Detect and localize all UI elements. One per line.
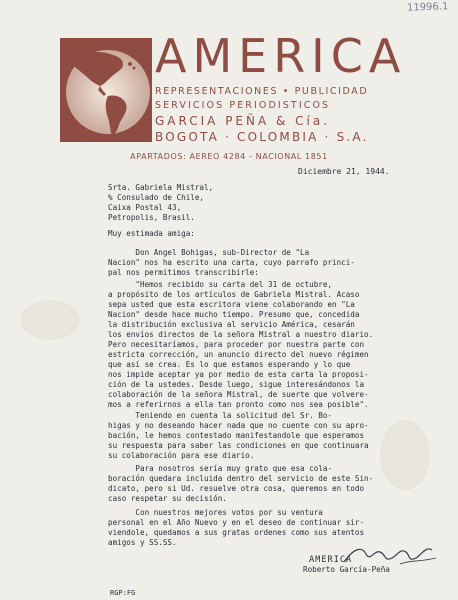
- text-line: boración quedara incluida dentro del servicio de este Sin-: [108, 474, 374, 483]
- text-line: los envíos directos de la señora Mistral a nuestro diario.: [108, 330, 374, 339]
- recipient-line: Srta. Gabriela Mistral,: [108, 183, 214, 192]
- text-line: colaboración de la señora Mistral, de suerte que volvere-: [108, 390, 369, 399]
- americas-map-logo: [60, 38, 152, 142]
- signatory-name: Roberto García-Peña: [303, 565, 390, 574]
- text-line: pal nos permitimos transcribirle:: [108, 268, 259, 277]
- salutation: Muy estimada amiga:: [108, 229, 195, 238]
- text-line: sepa usted que esta escritora viene colaborando en "La: [108, 300, 355, 309]
- text-line: a propósito de los artículos de Gabriela Mistral. Acaso: [108, 290, 360, 299]
- company-name: AMERICA: [155, 29, 407, 83]
- text-line: la distribución exclusiva al servicio América, cesarán: [108, 320, 355, 329]
- text-line: personal en el Año Nuevo y en el deseo de continuar sir-: [108, 518, 365, 527]
- text-line: "Hemos recibido su carta del 31 de octubre,: [108, 280, 333, 289]
- recipient-address: [108, 183, 213, 223]
- closing-company: AMERICA: [309, 555, 353, 565]
- reference-initials: RGP:FG: [110, 589, 136, 597]
- paragraph-proposal: [108, 464, 373, 504]
- text-line: Con nuestros mejores votos por su ventura: [108, 508, 323, 517]
- text-line: bación, le hemos contestado manifestandole que esperamos: [108, 431, 365, 440]
- text-line: ción de la ustedes. Desde luego, sigue interesándonos la: [108, 380, 365, 389]
- recipient-line: Caixa Postal 43,: [108, 203, 182, 212]
- text-line: Nacion" nos ha escrito una carta, cuyo parrafo princi-: [108, 258, 355, 267]
- text-line: mos a referirnos a ella tan pronto como nos sea posible".: [108, 400, 369, 409]
- quoted-paragraph: [108, 280, 373, 410]
- paper-stain: [380, 420, 430, 490]
- text-line: nos impide aceptar ya por medio de esta carta la proposi-: [108, 370, 369, 379]
- text-line: amigos y SS.SS.: [108, 538, 177, 547]
- text-line: higas y no deseando hacer nada que no cuente con su apro-: [108, 421, 369, 430]
- text-line: que así se crea. Es lo que estamos esperando y lo que: [108, 360, 351, 369]
- text-line: dicato, pero si Ud. resuelve otra cosa, queremos en todo: [108, 484, 365, 493]
- letterhead-press: SERVICIOS PERIODISTICOS: [155, 100, 331, 111]
- paper-stain: [20, 300, 80, 340]
- text-line: Nacion" desde hace mucho tiempo. Presumo que, concedida: [108, 310, 360, 319]
- text-line: su respuesta para saber las condiciones en que continuara: [108, 441, 369, 450]
- text-line: su colaboración para ese diario.: [108, 451, 255, 460]
- letterhead-services: REPRESENTACIONES • PUBLICIDAD: [155, 86, 369, 97]
- text-line: Teniendo en cuenta la solicitud del Sr. Bo-: [108, 411, 333, 420]
- text-line: Don Angel Bohigas, sub-Director de "La: [108, 248, 310, 257]
- paragraph-closing: [108, 508, 364, 548]
- text-line: viendole, quedamos a sus gratas ordenes como sus atentos: [108, 528, 365, 537]
- text-line: caso respetar su decisión.: [108, 494, 227, 503]
- letterhead-apartados: APARTADOS: AEREO 4284 - NACIONAL 1851: [130, 152, 328, 161]
- recipient-line: Petropolis, Brasil.: [108, 213, 195, 222]
- letter-date: Diciembre 21, 1944.: [298, 167, 390, 176]
- globe-americas-icon: [60, 38, 152, 142]
- text-line: Pero necesitaríamos, para proceder por nuestra parte con: [108, 340, 365, 349]
- paragraph-intro: [108, 248, 355, 278]
- letterhead-location: BOGOTA · COLOMBIA · S.A.: [155, 130, 369, 144]
- recipient-line: % Consulado de Chile,: [108, 193, 205, 202]
- text-line: Para nosotros sería muy grato que esa cola-: [108, 464, 333, 473]
- paragraph-request: [108, 411, 369, 461]
- archive-number: 11996.1: [406, 1, 449, 14]
- text-line: estricta corrección, un anuncio directo del nuevo régimen: [108, 350, 369, 359]
- letterhead-firm: GARCIA PEÑA & Cía.: [155, 114, 331, 128]
